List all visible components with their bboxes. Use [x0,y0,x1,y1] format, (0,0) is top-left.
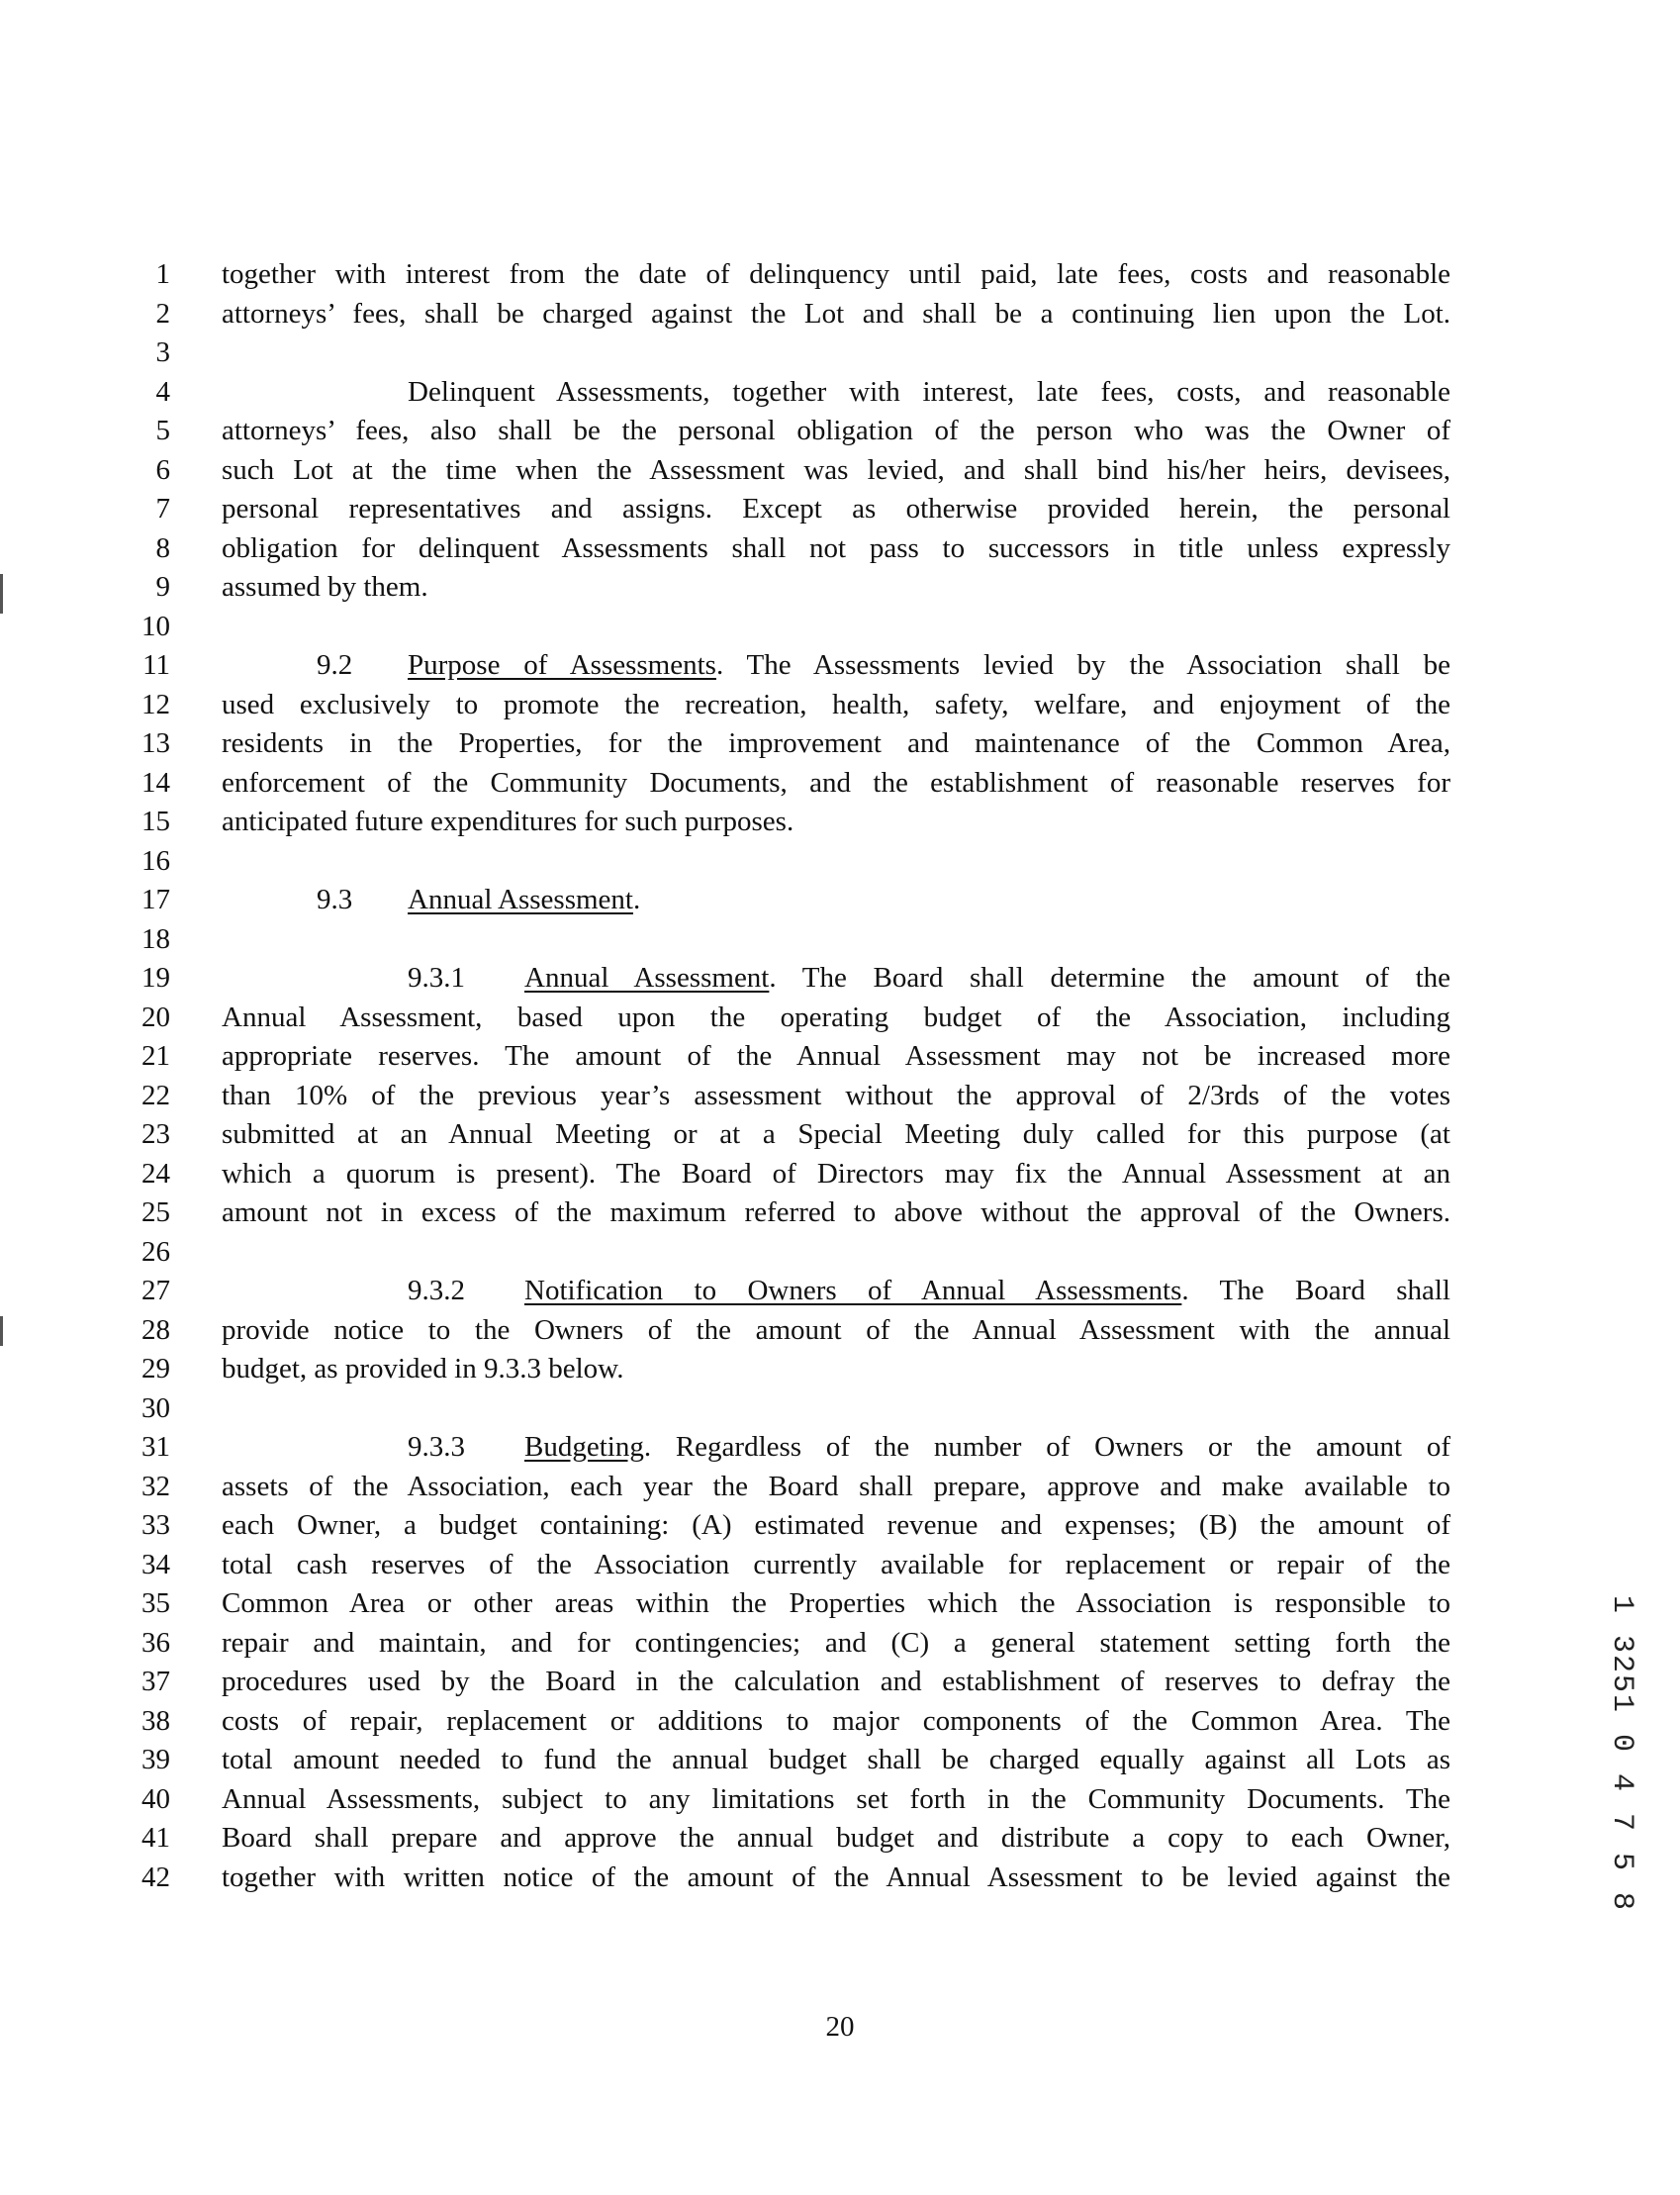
line-number: 34 [141,1548,170,1580]
text-line [222,254,1450,294]
section-number: 9.3.2 [408,1275,465,1306]
line-number: 38 [141,1704,170,1737]
page-number: 20 [825,2011,855,2043]
section-heading: Notification to Owners of Annual Assessments [524,1275,1182,1306]
text-run: . Regardless of the number of Owners or the amount of [643,1431,1450,1463]
line-number: 42 [141,1861,170,1893]
text-line [222,1036,1450,1076]
text-line [222,372,1450,412]
text-line [222,802,1450,841]
text-line [222,1623,1450,1663]
text-run: repair and maintain, and for contingencies; and (C) a general statement setting forth the [222,1626,1450,1659]
text-run: enforcement of the Community Documents, and the establishment of reasonable reserves for [222,766,1450,799]
line-number: 15 [141,806,170,837]
line-number: 2 [155,297,170,330]
text-run: submitted at an Annual Meeting or at a Special Meeting duly called for this purpose (at [222,1118,1450,1150]
line-number: 18 [141,922,170,955]
text-run: obligation for delinquent Assessments shall not pass to successors in title unless expressly [222,531,1450,564]
line-number: 23 [141,1118,170,1150]
section-number: 9.2 [317,649,353,681]
text-line [222,998,1450,1037]
text-run: Common Area or other areas within the Properties which the Association is responsible to [222,1587,1450,1619]
text-line [222,723,1450,763]
line-number: 19 [141,962,170,994]
text-line [222,1193,1450,1232]
line-number: 33 [141,1509,170,1541]
text-line [222,450,1450,490]
text-run: together with written notice of the amount of the Annual Assessment to be levied against the [222,1861,1450,1893]
text-run: assumed by them. [222,571,428,603]
text-line [222,1818,1450,1858]
text-run: . The Assessments levied by the Association shall be [715,649,1451,681]
text-run: costs of repair, replacement or additions to major components of the Common Area. The [222,1704,1450,1737]
text-run: . The Board shall determine the amount of the [769,962,1450,994]
section-number: 9.3 [317,884,353,915]
section-number: 9.3.1 [408,962,465,994]
scan-edge-mark [0,574,3,614]
line-number: 40 [141,1782,170,1815]
text-run: procedures used by the Board in the calculation and establishment of reserves to defray the [222,1666,1450,1697]
text-line [222,1779,1450,1819]
text-line [222,1662,1450,1701]
line-number: 32 [141,1470,170,1502]
section-heading: Annual Assessment [408,884,633,915]
text-run: Annual Assessment, based upon the operating budget of the Association, including [222,1001,1450,1033]
text-run: attorneys’ fees, also shall be the personal obligation of the person who was the Owner of [222,415,1450,446]
text-run: such Lot at the time when the Assessment was levied, and shall bind his/her heirs, devisees, [222,453,1450,486]
text-line [222,1076,1450,1115]
line-number: 27 [141,1275,170,1306]
line-number: 26 [141,1235,170,1268]
line-number: 41 [141,1822,170,1854]
line-number: 36 [141,1626,170,1659]
text-line [222,1467,1450,1506]
text-run: attorneys’ fees, shall be charged against the Lot and shall be a continuing lien upon the Lot. [222,297,1450,330]
line-number: 4 [155,375,170,408]
line-number: 16 [141,844,170,877]
line-number: 17 [141,884,170,915]
text-line [222,1154,1450,1193]
text-run: Board shall prepare and approve the annual budget and distribute a copy to each Owner, [222,1822,1450,1854]
line-number: 14 [141,766,170,799]
text-run: . [632,884,641,915]
line-number: 21 [141,1040,170,1072]
text-run: personal representatives and assigns. Except as otherwise provided herein, the personal [222,493,1450,525]
text-line [222,489,1450,528]
text-line [222,1858,1450,1897]
text-run: amount not in excess of the maximum referred to above without the approval of the Owners. [222,1196,1450,1228]
line-number: 20 [141,1001,170,1033]
line-number: 35 [141,1587,170,1619]
line-number: 3 [155,336,170,368]
line-number: 28 [141,1313,170,1346]
text-line [222,1505,1450,1545]
text-run: . The Board shall [1181,1275,1450,1306]
line-number: 39 [141,1744,170,1775]
text-run: together with interest from the date of delinquency until paid, late fees, costs and reasonable [222,258,1450,290]
section-heading: Budgeting [524,1431,644,1463]
text-run: than 10% of the previous year’s assessment without the approval of 2/3rds of the votes [222,1079,1450,1111]
text-line [222,1545,1450,1584]
text-line [222,1349,1450,1388]
line-number: 22 [141,1079,170,1111]
line-number: 9 [155,571,170,603]
line-number: 6 [155,453,170,486]
line-number: 29 [141,1353,170,1384]
margin-recording-stamp: 1 3251 0 4 7 5 8 [1605,1595,1638,1913]
scan-edge-mark [0,1316,3,1346]
text-run: total amount needed to fund the annual budget shall be charged equally against all Lots as [222,1744,1450,1775]
line-number: 12 [141,688,170,720]
line-number: 10 [141,610,170,642]
line-number: 11 [142,649,170,681]
line-number: 5 [155,415,170,446]
text-line [222,1740,1450,1779]
line-number: 8 [155,531,170,564]
text-line [222,763,1450,803]
text-run: Delinquent Assessments, together with interest, late fees, costs, and reasonable [408,375,1450,408]
line-number: 37 [141,1666,170,1697]
text-run: appropriate reserves. The amount of the Annual Assessment may not be increased more [222,1040,1450,1072]
text-line [222,685,1450,724]
text-line [222,1701,1450,1741]
line-number: 13 [141,727,170,759]
section-heading: Purpose of Assessments [408,649,716,681]
line-number: 24 [141,1157,170,1190]
text-run: each Owner, a budget containing: (A) estimated revenue and expenses; (B) the amount of [222,1509,1450,1541]
text-run: budget, as provided in 9.3.3 below. [222,1353,624,1384]
text-run: anticipated future expenditures for such purposes. [222,806,794,837]
line-number: 25 [141,1196,170,1228]
text-line [222,1114,1450,1154]
text-line [222,1310,1450,1350]
text-line [222,294,1450,334]
section-number: 9.3.3 [408,1431,465,1463]
text-run: assets of the Association, each year the Board shall prepare, approve and make available to [222,1470,1450,1502]
text-run: provide notice to the Owners of the amount of the Annual Assessment with the annual [222,1313,1450,1346]
line-number: 1 [155,258,170,290]
line-number: 7 [155,493,170,525]
text-run: used exclusively to promote the recreation, health, safety, welfare, and enjoyment of the [222,688,1450,720]
text-run: residents in the Properties, for the improvement and maintenance of the Common Area, [222,727,1450,759]
line-number: 31 [141,1431,170,1463]
text-line [222,528,1450,568]
text-run: which a quorum is present). The Board of Directors may fix the Annual Assessment at an [222,1157,1450,1190]
text-line [222,567,1450,607]
text-line [222,1583,1450,1623]
text-line [222,411,1450,450]
section-heading: Annual Assessment [524,962,770,994]
line-number: 30 [141,1391,170,1424]
text-run: total cash reserves of the Association currently available for replacement or repair of the [222,1548,1450,1580]
text-run: Annual Assessments, subject to any limitations set forth in the Community Documents. The [222,1782,1450,1815]
